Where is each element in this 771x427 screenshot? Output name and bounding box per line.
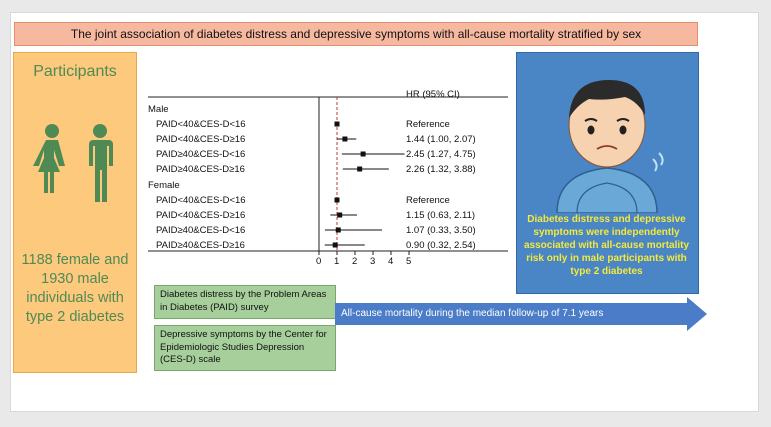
axis-tick-label: 2	[352, 256, 358, 267]
axis-tick-label: 0	[316, 256, 322, 267]
axis-tick-label: 3	[370, 256, 376, 267]
male-row-3-label: PAID≥40&CES-D<16	[156, 149, 246, 160]
forest-plot-graphics	[136, 82, 508, 272]
axis-tick-label: 5	[406, 256, 412, 267]
female-row-1-label: PAID<40&CES-D<16	[156, 195, 246, 206]
participants-icon	[32, 123, 122, 203]
female-row-4-label: PAID≥40&CES-D≥16	[156, 240, 245, 251]
female-row-2-label: PAID<40&CES-D≥16	[156, 210, 246, 221]
female-row-1-point	[335, 198, 340, 203]
participants-panel	[13, 52, 137, 373]
hr-column-header: HR (95% CI)	[406, 89, 460, 100]
male-row-4-label: PAID≥40&CES-D≥16	[156, 164, 245, 175]
cesd-exposure-box: Depressive symptoms by the Center for Epidemiologic Studies Depression (CES-D) scale	[154, 325, 336, 371]
female-row-1-hr: Reference	[406, 195, 450, 206]
female-row-4-hr: 0.90 (0.32, 2.54)	[406, 240, 476, 251]
male-row-2-point	[342, 137, 347, 142]
forest-plot	[136, 82, 508, 272]
figure-title: The joint association of diabetes distress and depressive symptoms with all-cause mortality stratified by sex	[14, 22, 698, 46]
male-row-4-hr: 2.26 (1.32, 3.88)	[406, 164, 476, 175]
axis-tick-label: 1	[334, 256, 340, 267]
female-row-4-point	[333, 243, 338, 248]
female-row-2-point	[337, 213, 342, 218]
male-row-4-point	[357, 167, 362, 172]
group-label-female: Female	[148, 180, 180, 191]
male-row-2-label: PAID<40&CES-D≥16	[156, 134, 246, 145]
male-row-1-hr: Reference	[406, 119, 450, 130]
male-row-3-hr: 2.45 (1.27, 4.75)	[406, 149, 476, 160]
participants-heading: Participants	[33, 63, 117, 80]
male-row-1-point	[335, 122, 340, 127]
axis-tick-label: 4	[388, 256, 394, 267]
male-row-1-label: PAID<40&CES-D<16	[156, 119, 246, 130]
female-row-2-hr: 1.15 (0.63, 2.11)	[406, 210, 476, 221]
male-row-3-point	[361, 152, 366, 157]
female-row-3-hr: 1.07 (0.33, 3.50)	[406, 225, 476, 236]
female-row-3-label: PAID≥40&CES-D<16	[156, 225, 246, 236]
male-row-2-hr: 1.44 (1.00, 2.07)	[406, 134, 476, 145]
participants-description: 1188 female and 1930 male individuals with type 2 diabetes	[21, 252, 129, 325]
paid-exposure-box: Diabetes distress by the Problem Areas in Diabetes (PAID) survey	[154, 285, 336, 319]
conclusion-text: Diabetes distress and depressive symptoms were independently associated with all-cause mortality risk only in male participants with type 2 diabetes	[523, 214, 690, 277]
worried-person-icon	[537, 63, 677, 213]
outcome-arrow-text: All-cause mortality during the median follow-up of 7.1 years	[341, 308, 604, 319]
group-label-male: Male	[148, 104, 169, 115]
female-row-3-point	[336, 228, 341, 233]
